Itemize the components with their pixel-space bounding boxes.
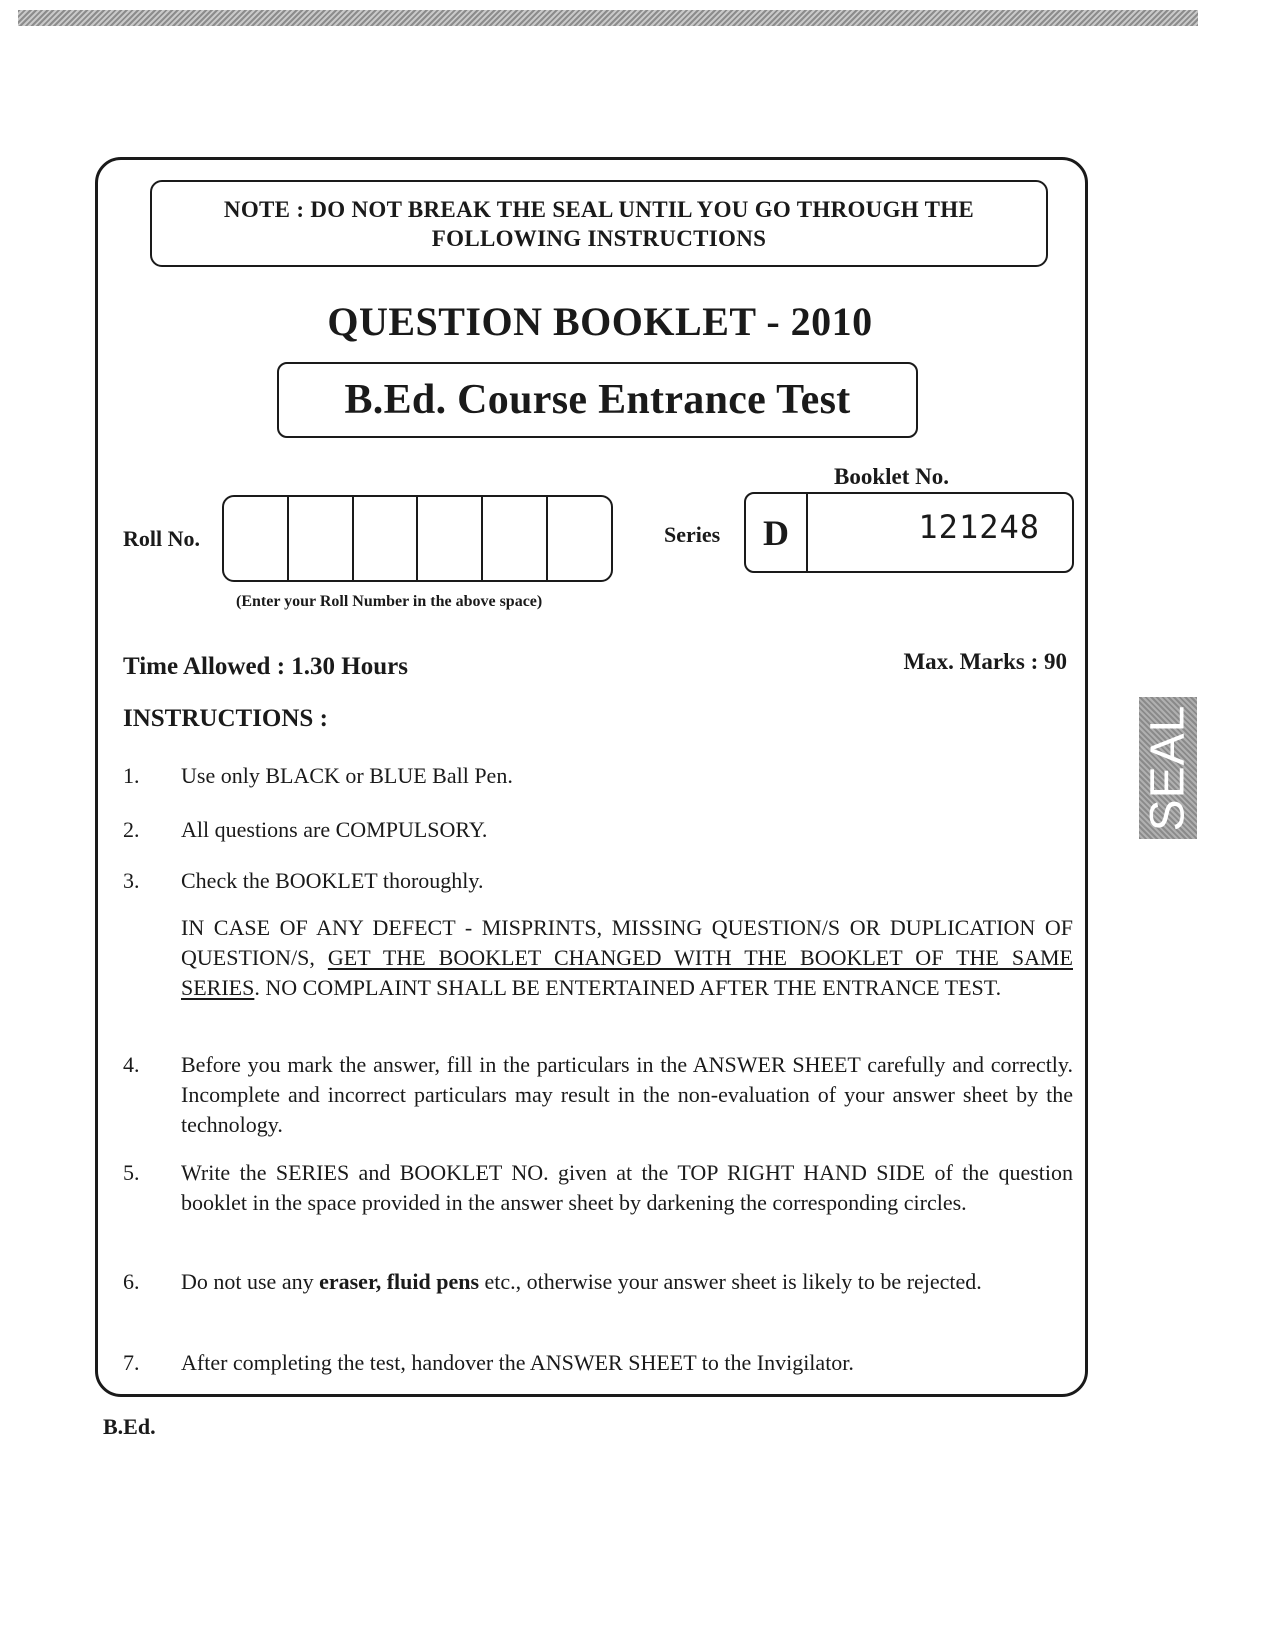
series-value: D xyxy=(746,494,808,571)
roll-no-label: Roll No. xyxy=(123,526,200,551)
instruction-item xyxy=(123,866,1073,896)
roll-no-cell[interactable] xyxy=(224,497,289,580)
roll-no-cell[interactable] xyxy=(483,497,548,580)
instruction-bold-fluid-pens: fluid pens xyxy=(386,1269,480,1294)
roll-no-cell[interactable] xyxy=(354,497,419,580)
booklet-no-label: Booklet No. xyxy=(834,464,949,489)
booklet-title: QUESTION BOOKLET - 2010 xyxy=(327,299,873,344)
instruction-number: 4. xyxy=(123,1052,140,1077)
top-border-band xyxy=(18,10,1198,26)
course-title-box xyxy=(277,362,918,438)
instruction-number: 2. xyxy=(123,817,140,842)
roll-no-grid xyxy=(222,495,613,582)
roll-no-cell[interactable] xyxy=(548,497,611,580)
instruction-item xyxy=(123,1267,1073,1297)
instruction-number: 1. xyxy=(123,763,140,788)
roll-no-hint: (Enter your Roll Number in the above space) xyxy=(236,593,543,610)
instruction-number: 3. xyxy=(123,868,140,893)
defect-notice-underlined: GET THE BOOKLET CHANGED WITH THE BOOKLET OF THE SAME SERIES xyxy=(181,945,1073,1000)
defect-notice-part1: IN CASE OF ANY DEFECT - MISPRINTS, MISSING QUESTION/S OR DUPLICATION OF QUESTION/S, xyxy=(181,915,1073,970)
defect-notice-part2: . NO COMPLAINT SHALL BE ENTERTAINED AFTER THE ENTRANCE TEST. xyxy=(254,975,1002,1000)
instruction-item xyxy=(123,1050,1073,1140)
instruction-item xyxy=(123,1158,1073,1218)
defect-notice xyxy=(181,913,1073,1003)
seal-tab xyxy=(1139,697,1197,839)
instruction-text-part: etc., otherwise your answer sheet is likely to be rejected. xyxy=(479,1269,982,1294)
instruction-number: 5. xyxy=(123,1160,140,1185)
instruction-number: 6. xyxy=(123,1269,140,1294)
instruction-text: After completing the test, handover the ANSWER SHEET to the Invigilator. xyxy=(181,1350,854,1375)
note-line-2: FOLLOWING INSTRUCTIONS xyxy=(431,225,767,251)
roll-no-cell[interactable] xyxy=(418,497,483,580)
instruction-item xyxy=(123,1348,1073,1378)
max-marks: Max. Marks : 90 xyxy=(903,649,1067,674)
series-label: Series xyxy=(664,522,721,547)
seal-label: SEAL xyxy=(1141,704,1195,832)
instruction-item xyxy=(123,761,1073,791)
instruction-item xyxy=(123,815,1073,845)
instruction-text: Write the SERIES and BOOKLET NO. given at the TOP RIGHT HAND SIDE of the question booklet in the space provided in the answer sheet by darkening the corresponding circles. xyxy=(181,1160,1073,1215)
instructions-heading: INSTRUCTIONS : xyxy=(123,705,328,732)
series-booklet-box xyxy=(744,492,1074,573)
seal-note-box xyxy=(150,180,1048,267)
instruction-text-part: Do not use any xyxy=(181,1269,320,1294)
instruction-text: Check the BOOKLET thoroughly. xyxy=(181,868,484,893)
instruction-text: All questions are COMPULSORY. xyxy=(181,817,488,842)
instruction-bold-eraser: eraser, xyxy=(319,1269,382,1294)
roll-no-cell[interactable] xyxy=(289,497,354,580)
instruction-text: Before you mark the answer, fill in the particulars in the ANSWER SHEET carefully and correctly. Incomplete and incorrect particulars may result in the non-evaluation of your answer sheet by the technology. xyxy=(181,1052,1073,1137)
footer-code: B.Ed. xyxy=(103,1414,156,1439)
note-line-1: NOTE : DO NOT BREAK THE SEAL UNTIL YOU GO THROUGH THE xyxy=(223,196,975,222)
booklet-number xyxy=(808,494,1072,571)
instruction-text xyxy=(181,1267,1073,1297)
course-title: B.Ed. Course Entrance Test xyxy=(344,377,851,423)
instruction-text: Use only BLACK or BLUE Ball Pen. xyxy=(181,763,513,788)
time-allowed: Time Allowed : 1.30 Hours xyxy=(123,653,408,680)
booklet-number-value: 121248 xyxy=(918,508,1040,546)
instruction-number: 7. xyxy=(123,1350,140,1375)
